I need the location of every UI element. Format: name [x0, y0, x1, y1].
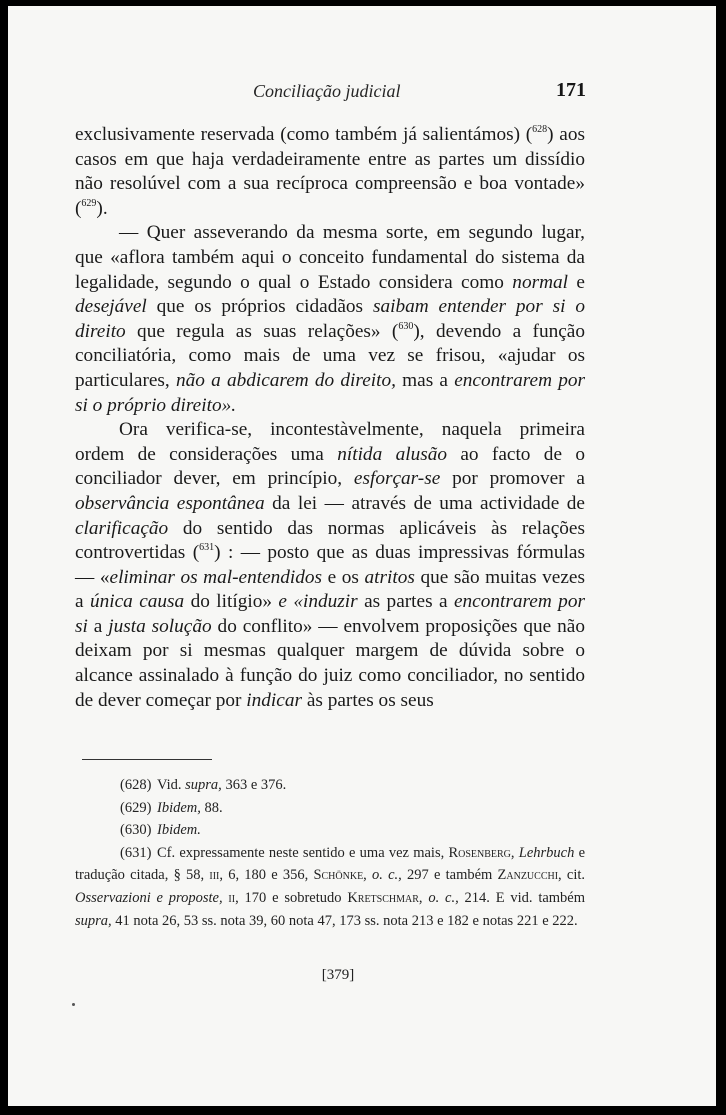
page-number: 171: [556, 79, 586, 101]
footnote-separator: [82, 759, 212, 760]
footnote-628: (628) Vid. supra, 363 e 376.: [120, 777, 287, 793]
footnote-631: (631) Cf. expressamente neste sentido e uma vez mais, Rosenberg, Lehrbuch e tradução citada, § 58, iii, 6, 180 e 356, Schönke, o. c., 297 e também Zanzucchi, cit. Osservazioni e proposte, ii, 170 e sobretudo Kretschmar, o. c., 214. E vid. também supra, 41 nota 26, 53 ss. nota 39, 60 nota 47, 173 ss. nota 213 e 182 e notas 221 e 222.: [75, 844, 586, 929]
footnotes: [75, 774, 585, 932]
footnote-630: (630) Ibidem.: [120, 822, 201, 839]
paragraph-1: exclusivamente reservada (como também já salientámos) ($^{628}$) aos casos em que haja verdadeiramente entre as partes um dissídio não resolúvel com a sua recíproca compreensão e boa vontade» ($^{629}$).: [75, 124, 585, 219]
footnote-629: (629) Ibidem, 88.: [120, 799, 223, 816]
footnote-ref-628: 628: [532, 124, 548, 135]
print-speck: [72, 1003, 75, 1006]
page-header: [8, 81, 716, 103]
footnote-ref-629: 629: [81, 197, 97, 209]
printer-signature: [379]: [321, 967, 355, 983]
book-page: [8, 6, 716, 1106]
main-text: [75, 123, 585, 713]
paragraph-3: Ora verifica-se, incontestàvelmente, naquela primeira ordem de considerações uma nítida alusão ao facto de o conciliador dever, em princípio, esforçar-se por promover a observância espontânea da lei — através de uma actividade de clarificação do sentido das normas aplicáveis às relações controvertidas ($^{631}$) : — posto que as duas impressivas fórmulas — «eliminar os mal-entendidos e os atritos que são muitas vezes a única causa do litígio» e «induzir as partes a encontrarem por si a justa solução do conflito» — envolvem proposições que não deixam por si mesmas qualquer margem de dúvida sobre o alcance assinalado à função do juiz como conciliador, no sentido de dever começar por indicar às partes os seus: [75, 419, 585, 711]
running-title: Conciliação judicial: [253, 81, 401, 101]
footnote-ref-630: 630: [398, 320, 414, 332]
paragraph-2: — Quer asseverando da mesma sorte, em segundo lugar, que «aflora também aqui o conceito fundamental do sistema da legalidade, segundo o qual o Estado considera como normal e desejável que os próprios cidadãos saibam entender por si o direito que regula as suas relações» ($^{630}$), devendo a função conciliatória, como mais de uma vez se frisou, «ajudar os particulares, não a abdicarem do direito, mas a encontrarem por si o próprio direito».: [75, 222, 586, 416]
footnote-ref-631: 631: [199, 542, 215, 554]
